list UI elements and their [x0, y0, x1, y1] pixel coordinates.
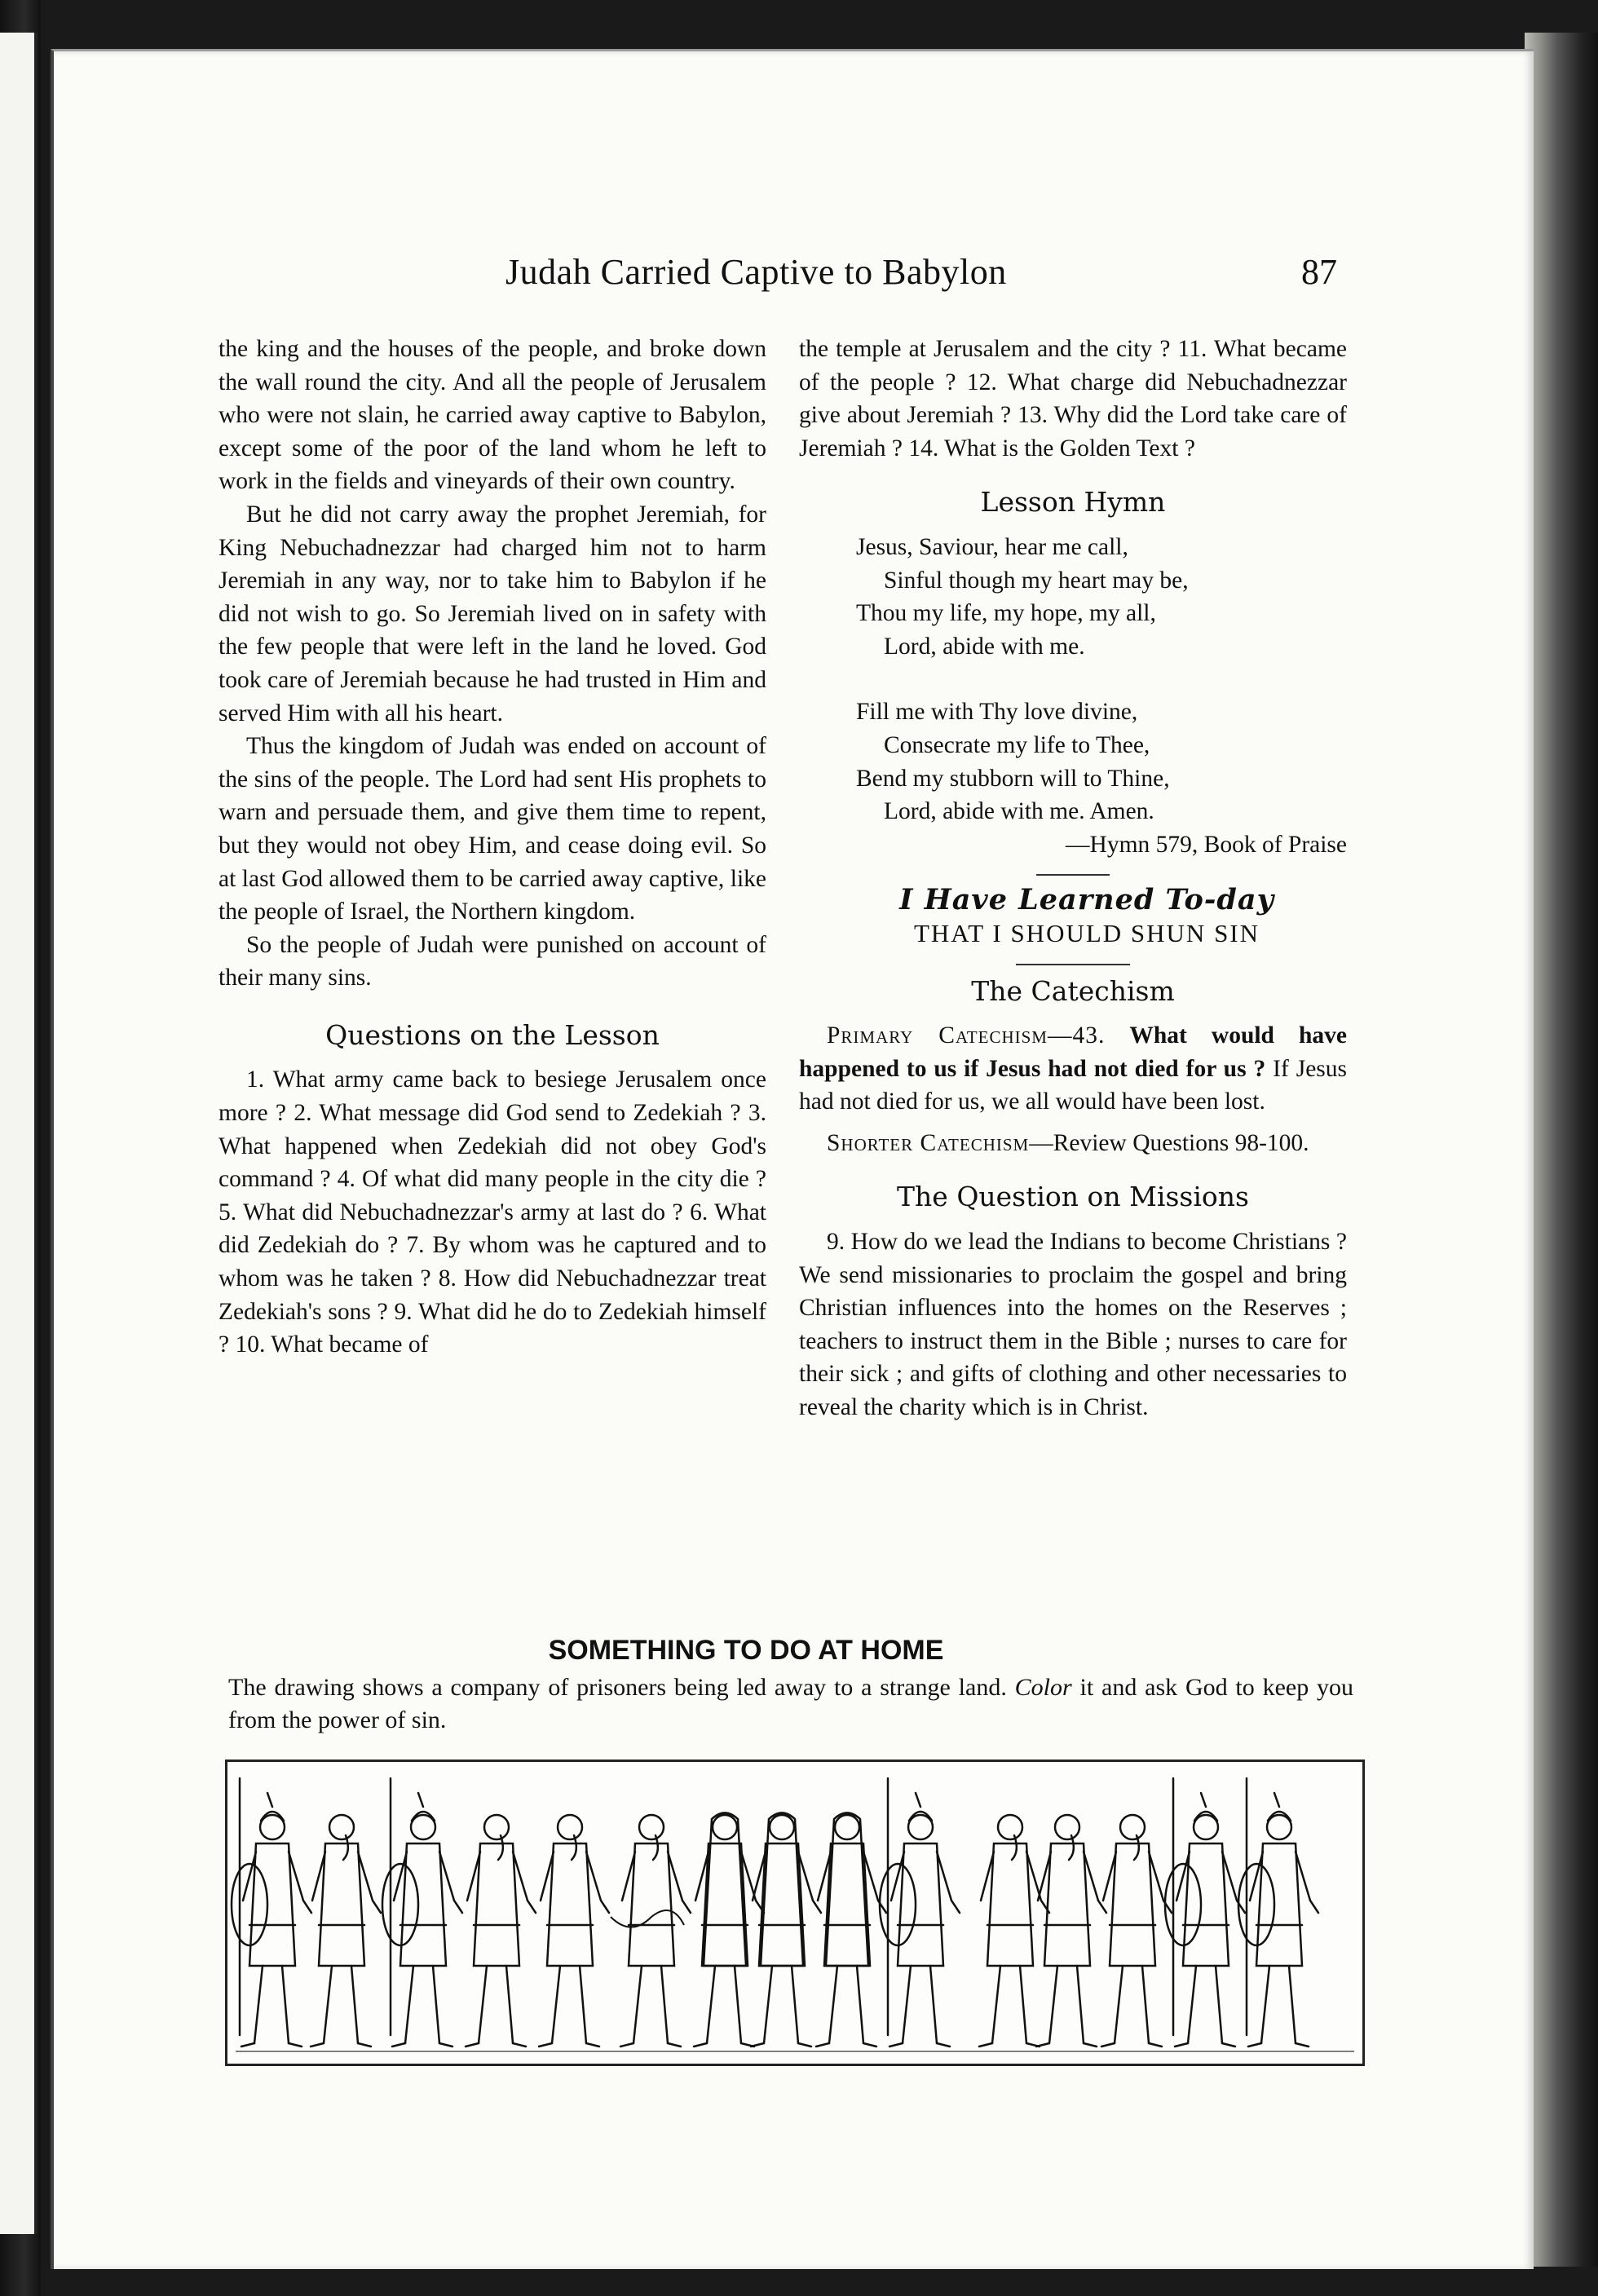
shorter-catechism-text: —Review Questions 98-100. [1029, 1129, 1309, 1156]
figure-soldier [1165, 1778, 1245, 2047]
divider [1016, 964, 1130, 965]
hymn-line: Fill me with Thy love divine, [856, 699, 1138, 726]
figure-soldier [1238, 1778, 1318, 2047]
missions-text: 9. How do we lead the Indians to become Christians ? We send missionaries to proclaim the gospel and bring Christian influences into the homes on the Reserves ; teachers to instruct them in the Bible ; nurses to care for their sick ; and gifts of clothing and other necessaries to reveal the charity which is in Christ. [799, 1229, 1347, 1421]
left-column [219, 333, 766, 1362]
paragraph: So the people of Judah were punished on account of their many sins. [219, 931, 766, 991]
hymn-line: Sinful though my heart may be, [884, 567, 1189, 594]
running-title: Judah Carried Captive to Babylon [505, 252, 1007, 292]
hymn-line: Consecrate my life to Thee, [884, 731, 1150, 758]
home-text-italic: Color [1014, 1674, 1072, 1701]
questions-text: 1. What army came back to besiege Jerusalem once more ? 2. What message did God send to Zedekiah ? 3. What happened when Zedekiah did not obey God's command ? 4. Of what did many people in the city die ? 5. What did Nebuchadnezzar's army at last do ? 6. What did Zedekiah do ? 7. By whom was he captured and to whom was he taken ? 8. How did Nebuchadnezzar treat Zedekiah's sons ? 9. What did he do to Zedekiah himself ? 10. What became of [219, 1066, 766, 1358]
divider [1036, 874, 1110, 876]
prisoners-line-art [227, 1762, 1362, 2064]
paragraph: But he did not carry away the prophet Jeremiah, for King Nebuchadnezzar had charged him not to harm Jeremiah in any way, nor to take him to Babylon if he did not wish to go. So Jeremiah lived on in safety with the few people that were left in the land he loved. God took care of Jeremiah because he had trusted in Him and served Him with all his heart. [219, 501, 766, 726]
primary-catechism-label: Primary Catechism—43. [827, 1022, 1106, 1049]
figure-soldier [880, 1778, 960, 2047]
figure-woman [816, 1813, 886, 2047]
learned-heading: I Have Learned To-day [899, 883, 1274, 917]
hymn-line: Bend my stubborn will to Thine, [856, 765, 1170, 792]
home-heading: SOMETHING TO DO AT HOME [548, 1635, 944, 1666]
page-number: 87 [1301, 252, 1337, 292]
previous-page-edge [0, 0, 41, 2296]
hymn-heading: Lesson Hymn [980, 486, 1166, 519]
figure-prisoner [311, 1815, 381, 2047]
home-text [228, 1671, 1353, 1737]
home-text-after: it and ask God to keep you from the power of sin. [228, 1674, 1354, 1733]
figure-prisoner [620, 1815, 691, 2047]
paragraph: Thus the kingdom of Judah was ended on account of the sins of the people. The Lord had sent His prophets to warn and persuade them, and give them time to repent, but they would not obey Him, and cease doing evil. So at last God allowed them to be carried away captive, like the people of Israel, the Northern kingdom. [219, 733, 766, 925]
figure-soldier [232, 1778, 311, 2047]
book-page-edges [1525, 33, 1598, 2267]
figure-prisoner [539, 1815, 609, 2047]
paragraph: the king and the houses of the people, and broke down the wall round the city. And all the people of Jerusalem who were not slain, he carried away captive to Babylon, except some of the poor of the land whom he left to work in the fields and vineyards of their own country. [219, 336, 766, 495]
hymn-line: Jesus, Saviour, hear me call, [856, 533, 1128, 560]
figure-soldier [382, 1778, 462, 2047]
shorter-catechism [799, 1127, 1347, 1160]
primary-catechism-answer: If Jesus had not died for us, we all would have been lost. [799, 1055, 1348, 1115]
figure-woman [751, 1813, 821, 2047]
missions-heading: The Question on Missions [897, 1181, 1249, 1213]
primary-catechism [799, 1019, 1347, 1119]
figure-prisoner [466, 1815, 536, 2047]
shorter-catechism-label: Shorter Catechism [827, 1129, 1030, 1156]
page-header [505, 251, 1337, 293]
hymn-line: Lord, abide with me. [884, 633, 1085, 660]
hymn-line: Lord, abide with me. Amen. [884, 798, 1154, 825]
primary-catechism-question: What would have happened to us if Jesus had not died for us ? [799, 1022, 1347, 1082]
figure-woman [694, 1813, 764, 2047]
home-section [228, 1635, 1353, 1737]
figure-prisoner [1036, 1815, 1106, 2047]
figure-prisoner [979, 1815, 1049, 2047]
home-text-before: The drawing shows a company of prisoners being led away to a strange land. [228, 1674, 1007, 1701]
prisoners-drawing [225, 1760, 1365, 2066]
questions-heading: Questions on the Lesson [325, 1018, 660, 1051]
hymn-attribution: —Hymn 579, Book of Praise [1066, 831, 1347, 858]
learned-text: THAT I SHOULD SHUN SIN [913, 918, 1260, 947]
catechism-heading: The Catechism [971, 974, 1175, 1007]
questions-continued: the temple at Jerusalem and the city ? 11. What became of the people ? 12. What charge did Nebuchadnezzar give about Jeremiah ? 13. Why did the Lord take care of Jeremiah ? 14. What is the Golden Text ? [799, 336, 1347, 461]
hymn-poem [856, 531, 1347, 828]
right-column [799, 333, 1347, 1424]
hymn-line: Thou my life, my hope, my all, [856, 600, 1156, 627]
figure-prisoner [1101, 1815, 1172, 2047]
